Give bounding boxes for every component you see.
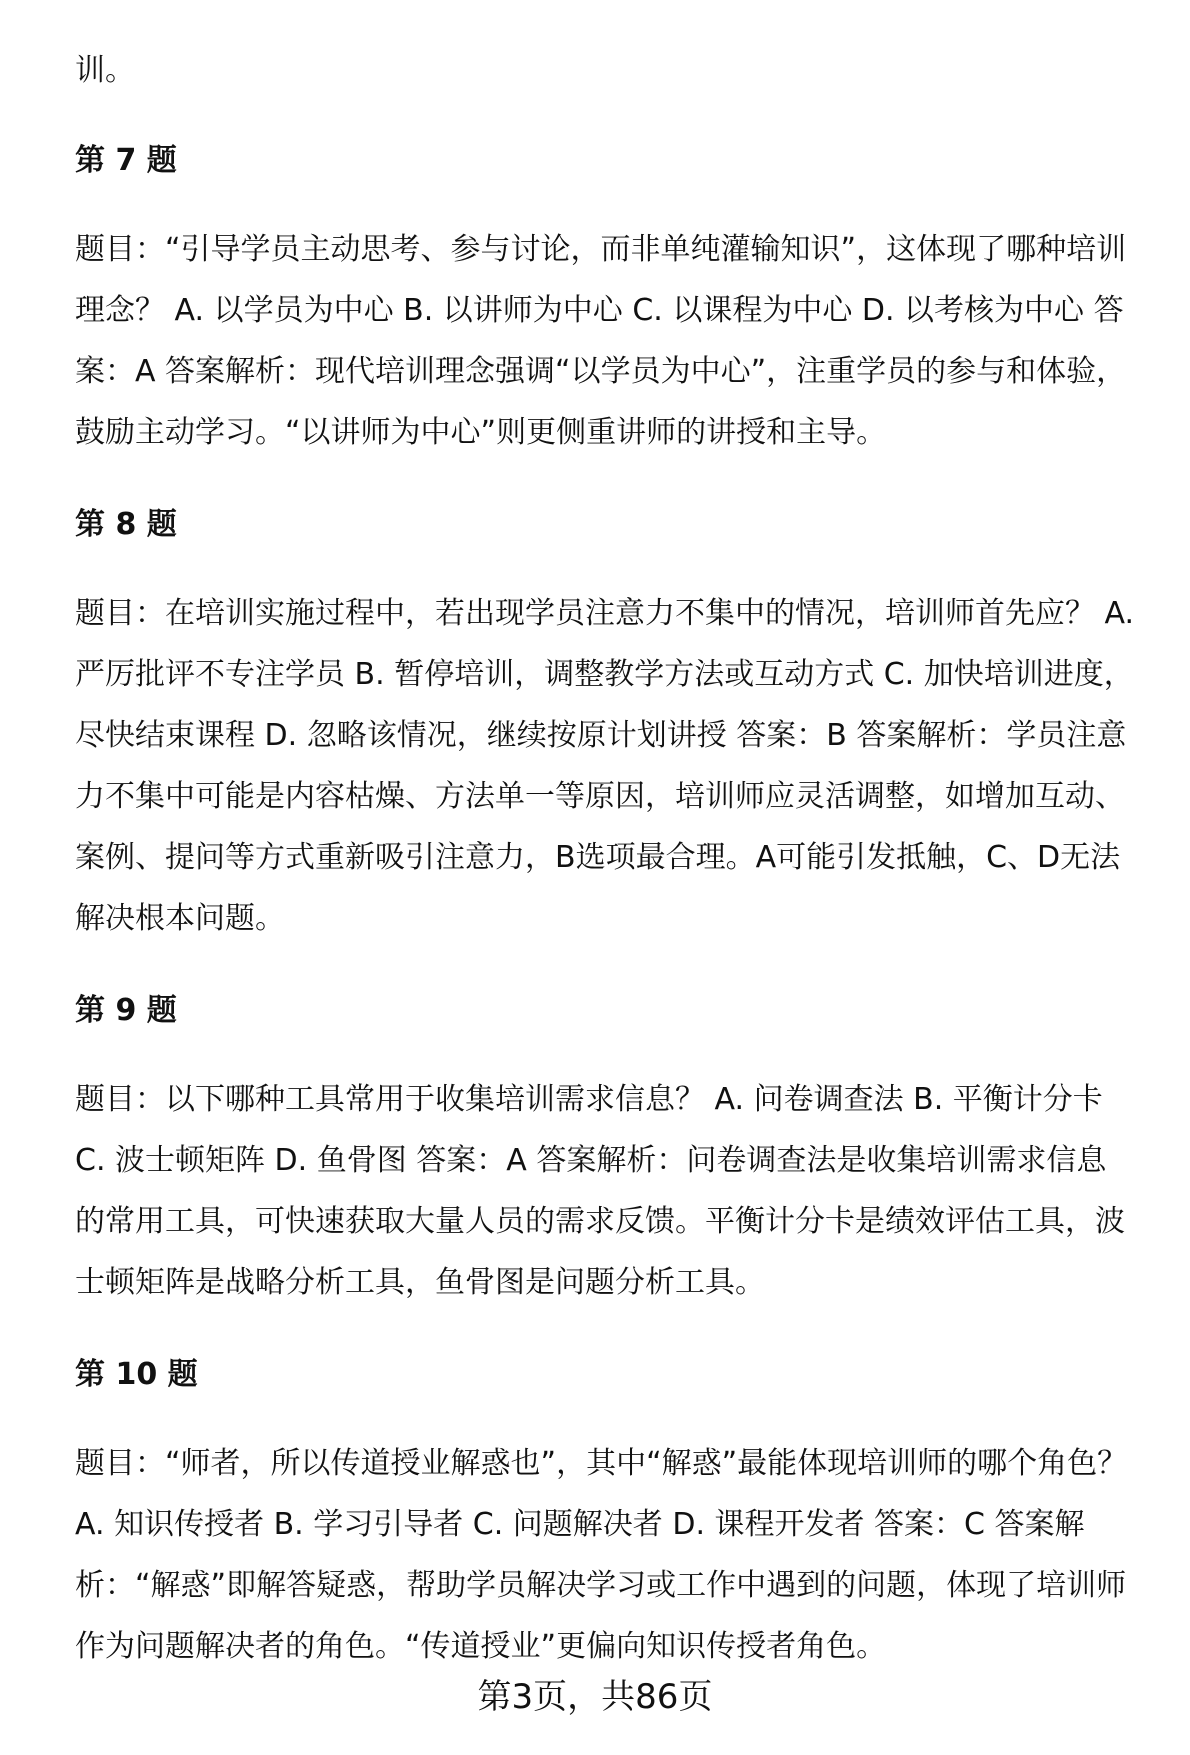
question-body: 题目：“引导学员主动思考、参与讨论，而非单纯灌输知识”，这体现了哪种培训理念？ A. 以学员为中心 B. 以讲师为中心 C. 以课程为中心 D. 以考核为中心 答案：A 答案解析：现代培训理念强调“以学员为中心”，注重学员的参与和体验，鼓励主动学习。“以讲师为中心”则更侧重讲师的讲授和主导。 — [75, 232, 1127, 450]
question-body: 题目：“师者，所以传道授业解惑也”，其中“解惑”最能体现培训师的哪个角色？ A. 知识传授者 B. 学习引导者 C. 问题解决者 D. 课程开发者 答案：C 答案解析：“解惑”即解答疑惑，帮助学员解决学习或工作中遇到的问题，体现了培训师作为问题解决者的角色。“传道授业”更偏向知识传授者角色。 — [75, 1446, 1128, 1664]
question-body: 题目：以下哪种工具常用于收集培训需求信息？ A. 问卷调查法 B. 平衡计分卡 C. 波士顿矩阵 D. 鱼骨图 答案：A 答案解析：问卷调查法是收集培训需求信息的常用工具，可快速获取大量人员的需求反馈。平衡计分卡是绩效评估工具，波士顿矩阵是战略分析工具，鱼骨图是问题分析工具。 — [75, 1082, 1125, 1300]
question-title: 第 10 题 — [75, 1357, 198, 1392]
question-title: 第 9 题 — [75, 993, 177, 1028]
question-block-7 — [75, 141, 1135, 463]
question-title: 第 8 题 — [75, 507, 177, 542]
question-block-10 — [75, 1355, 1135, 1677]
question-block-8 — [75, 505, 1135, 949]
intro-fragment: 训。 — [75, 53, 135, 88]
page-content — [75, 40, 1135, 1719]
question-block-9 — [75, 991, 1135, 1313]
question-body: 题目：在培训实施过程中，若出现学员注意力不集中的情况，培训师首先应？ A. 严厉批评不专注学员 B. 暂停培训，调整教学方法或互动方式 C. 加快培训进度，尽快结束课程 D. 忽略该情况，继续按原计划讲授 答案：B 答案解析：学员注意力不集中可能是内容枯燥、方法单一等原因，培训师应灵活调整，如增加互动、案例、提问等方式重新吸引注意力，B选项最合理。A可能引发抵触，C、D无法解决根本问题。 — [75, 596, 1135, 936]
question-title: 第 7 题 — [75, 143, 177, 178]
page-number-footer: 第3页，共86页 — [477, 1677, 713, 1717]
